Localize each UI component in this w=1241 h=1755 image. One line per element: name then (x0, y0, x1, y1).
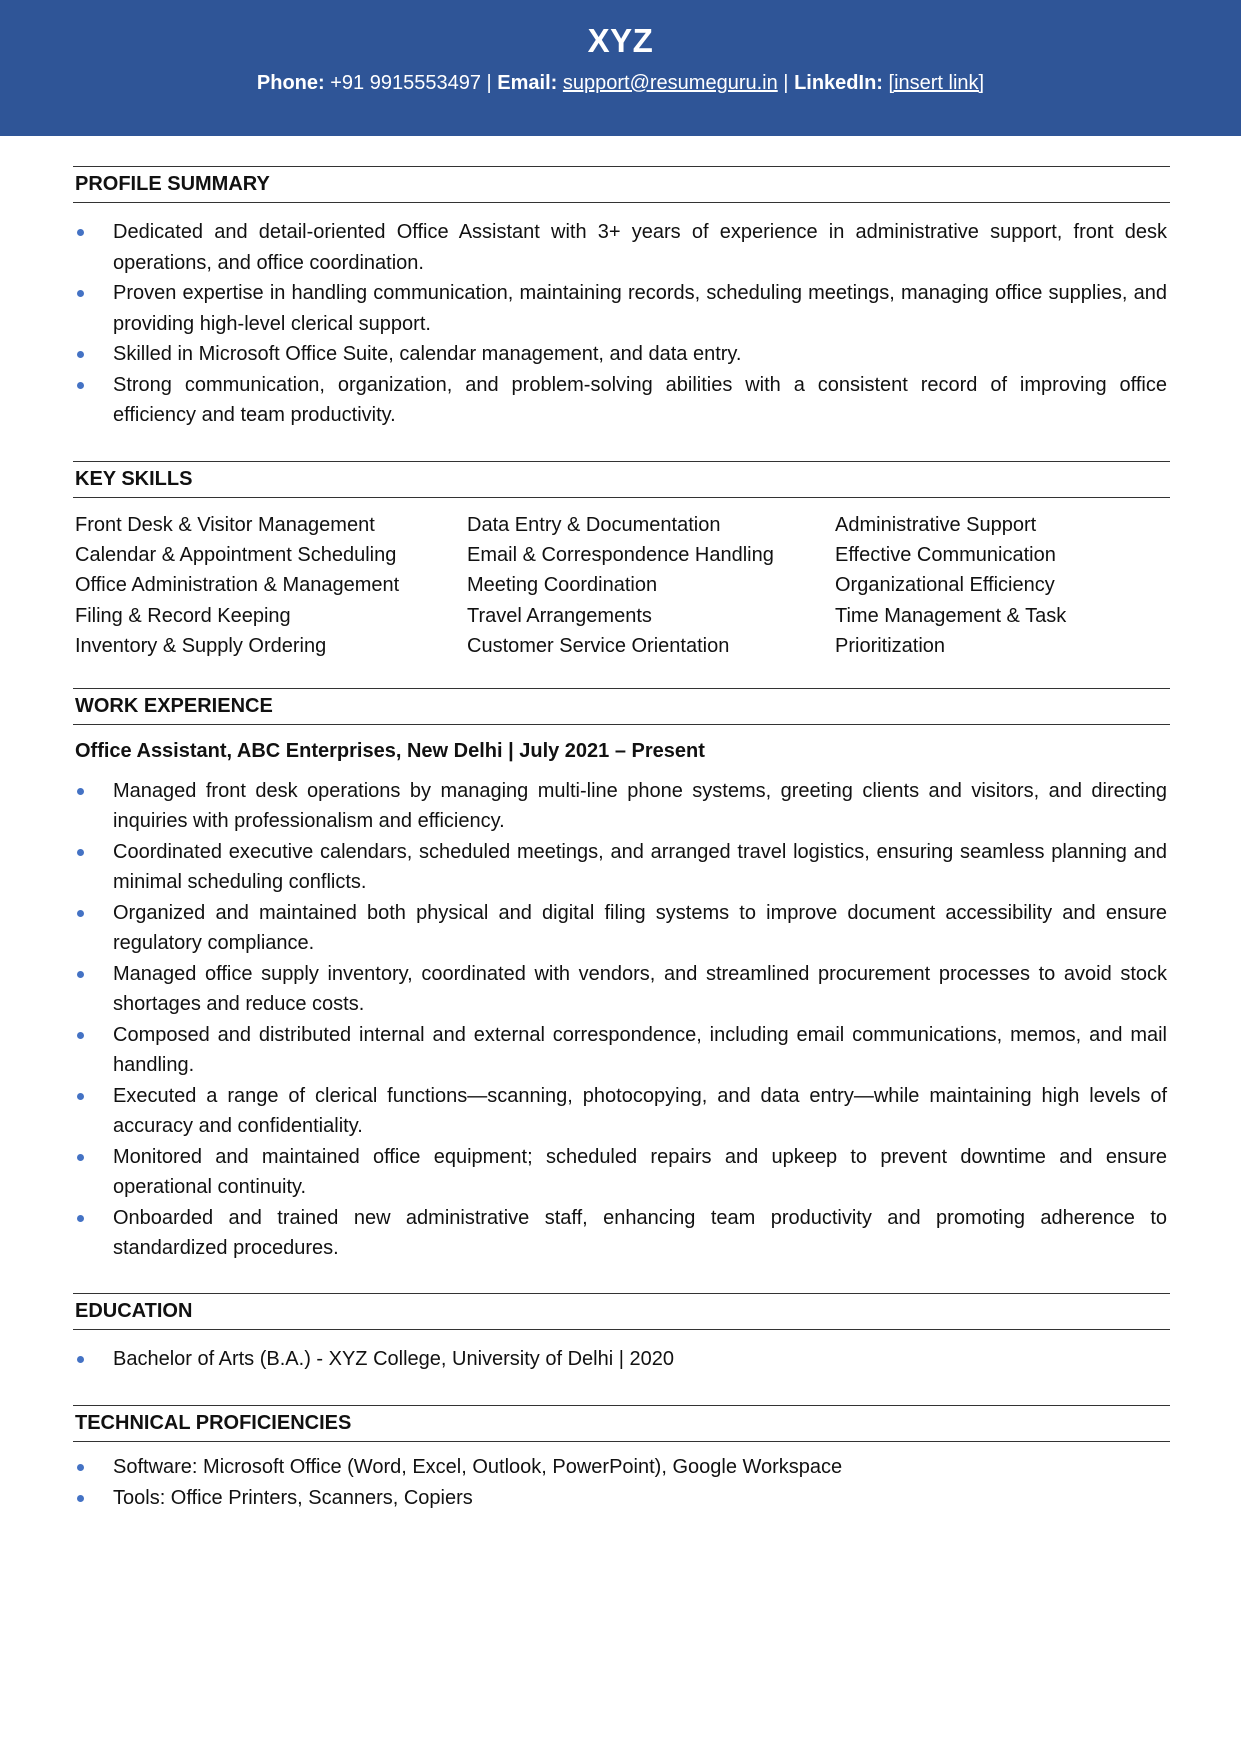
list-item: Strong communication, organization, and problem-solving abilities with a consistent record of improving office efficiency and team productivity. (73, 370, 1170, 431)
section-title-education: EDUCATION (73, 1293, 1170, 1330)
contact-line (0, 72, 1241, 95)
list-item: Composed and distributed internal and external correspondence, including email communications, memos, and mail handling. (73, 1020, 1170, 1081)
email-label: Email: (497, 72, 558, 94)
resume-body (73, 166, 1170, 1513)
skill-item: Customer Service Orientation (467, 635, 730, 658)
section-title-key-skills: KEY SKILLS (73, 461, 1170, 498)
phone-label: Phone: (256, 72, 325, 94)
section-title-work-experience: WORK EXPERIENCE (73, 688, 1170, 725)
profile-summary-list (73, 217, 1170, 431)
skill-item: Organizational Efficiency (835, 574, 1055, 597)
skills-column (75, 510, 467, 662)
skill-item: Calendar & Appointment Scheduling (75, 543, 397, 566)
skill-item: Filing & Record Keeping (75, 604, 291, 627)
section-title-profile-summary: PROFILE SUMMARY (73, 166, 1170, 203)
skill-item: Front Desk & Visitor Management (75, 513, 375, 536)
list-item: Proven expertise in handling communication, maintaining records, scheduling meetings, managing office supplies, and providing high-level clerical support. (73, 278, 1170, 339)
email-link[interactable]: support@resumeguru.in (562, 72, 778, 94)
skill-item: Data Entry & Documentation (467, 513, 721, 536)
technical-list (73, 1452, 1170, 1513)
list-item: Bachelor of Arts (B.A.) - XYZ College, University of Delhi | 2020 (73, 1344, 1170, 1375)
skills-column (835, 510, 1165, 662)
list-item: Skilled in Microsoft Office Suite, calendar management, and data entry. (73, 339, 1170, 370)
skill-item: Office Administration & Management (75, 574, 400, 597)
education-list (73, 1344, 1170, 1375)
list-item: Executed a range of clerical functions—scanning, photocopying, and data entry—while maintaining high levels of accuracy and confidentiality. (73, 1081, 1170, 1142)
list-item: Tools: Office Printers, Scanners, Copiers (73, 1483, 1170, 1514)
skill-item: Email & Correspondence Handling (467, 543, 774, 566)
candidate-name: XYZ (587, 22, 654, 59)
skills-column (467, 510, 835, 662)
separator: | (486, 72, 492, 94)
skill-item: Inventory & Supply Ordering (75, 635, 327, 658)
header-banner (0, 0, 1241, 136)
skill-item: Travel Arrangements (467, 604, 652, 627)
list-item: Managed office supply inventory, coordinated with vendors, and streamlined procurement processes to avoid stock shortages and reduce costs. (73, 959, 1170, 1020)
skill-item: Meeting Coordination (467, 574, 658, 597)
work-experience-list (73, 776, 1170, 1264)
skill-item: Effective Communication (835, 543, 1056, 566)
list-item: Managed front desk operations by managing multi-line phone systems, greeting clients and visitors, and directing inquiries with professionalism and efficiency. (73, 776, 1170, 837)
list-item: Dedicated and detail-oriented Office Assistant with 3+ years of experience in administrative support, front desk operations, and office coordination. (73, 217, 1170, 278)
list-item: Monitored and maintained office equipment; scheduled repairs and upkeep to prevent downtime and ensure operational continuity. (73, 1142, 1170, 1203)
separator: | (783, 72, 789, 94)
skills-grid (73, 510, 1170, 662)
skill-item: Time Management & Task (835, 604, 1067, 627)
job-title: Office Assistant, ABC Enterprises, New Delhi | July 2021 – Present (75, 739, 705, 762)
phone-value: +91 9915553497 (330, 72, 481, 94)
linkedin-label: LinkedIn: (794, 72, 883, 94)
list-item: Software: Microsoft Office (Word, Excel, Outlook, PowerPoint), Google Workspace (73, 1452, 1170, 1483)
skill-item: Administrative Support (835, 513, 1037, 536)
skill-item: Prioritization (835, 635, 946, 658)
list-item: Onboarded and trained new administrative staff, enhancing team productivity and promoting adherence to standardized procedures. (73, 1203, 1170, 1264)
list-item: Coordinated executive calendars, scheduled meetings, and arranged travel logistics, ensuring seamless planning and minimal scheduling conflicts. (73, 837, 1170, 898)
section-title-technical-proficiencies: TECHNICAL PROFICIENCIES (73, 1405, 1170, 1442)
list-item: Organized and maintained both physical and digital filing systems to improve document accessibility and ensure regulatory compliance. (73, 898, 1170, 959)
linkedin-link[interactable]: [insert link] (888, 72, 985, 94)
